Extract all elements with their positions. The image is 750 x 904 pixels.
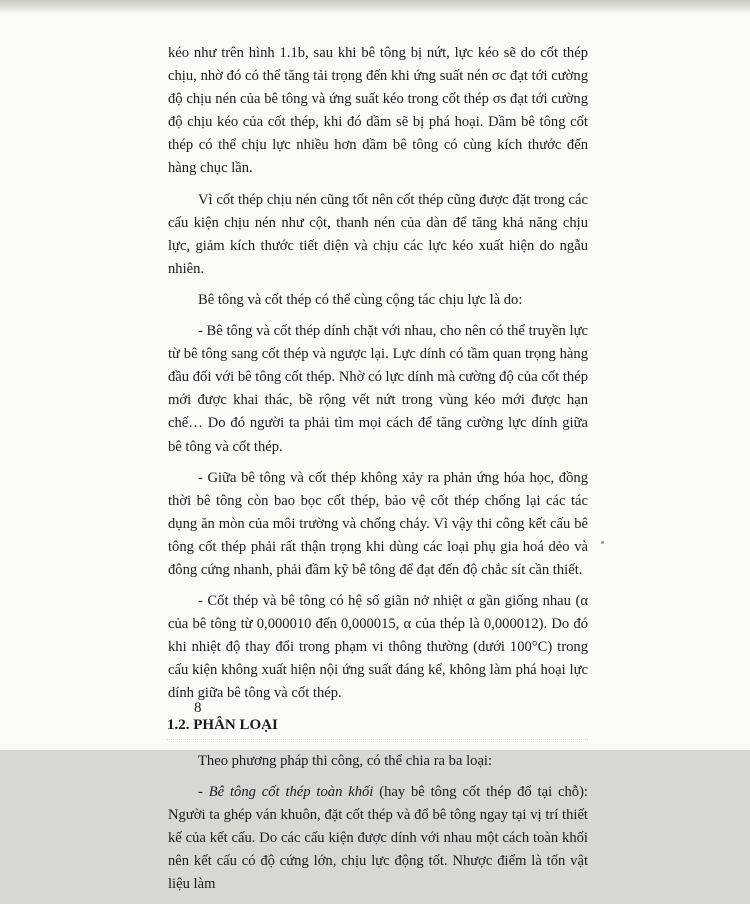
paragraph-thermal: - Cốt thép và bê tông có hệ số giãn nở nhiệt α gần giống nhau (α của bê tông từ 0,000010 đến 0,000015, α của thép là 0,000012). Do đó khi nhiệt độ thay đổi trong phạm vi thông thường (dưới 100°C) trong cấu kiện không xuất hiện nội ứng suất đáng kể, không làm phá hoại lực dính giữa bê tông và cốt thép.: [168, 593, 588, 702]
section-heading: 1.2. PHÂN LOẠI: [167, 714, 588, 740]
paragraph-continuation: kéo như trên hình 1.1b, sau khi bê tông bị nứt, lực kéo sẽ do cốt thép chịu, nhờ đó có thể tăng tải trọng đến khi ứng suất nén σc đạt tới cường độ chịu nén của bê tông và ứng suất kéo trong cốt thép σs đạt tới cường độ chịu kéo của cốt thép, khi đó dầm sẽ bị phá hoại. Dầm bê tông cốt thép có thể chịu lực nhiều hơn dầm bê tông có cùng kích thước đến hàng chục lần.: [168, 45, 588, 177]
page-top-shadow: [0, 0, 750, 14]
paper-speck: [601, 541, 604, 544]
section-intro: Theo phương pháp thi công, có thể chia ra ba loại:: [198, 752, 493, 769]
paragraph-chemical: - Giữa bê tông và cốt thép không xảy ra phản ứng hóa học, đồng thời bê tông còn bao bọc cốt thép, bảo vệ cốt thép chống lại các tác dụng ăn mòn của môi trường và chống cháy. Vì vậy thi công kết cấu bê tông cốt thép phải rất thận trọng khi dùng các loại phụ gia hoá dẻo và đông cứng nhanh, phải đầm kỹ bê tông để đạt đến độ chắc sít cần thiết.: [168, 469, 588, 578]
item-term: - Bê tông cốt thép toàn khối: [198, 783, 374, 800]
paragraph-cooperation-intro: Bê tông và cốt thép có thể cùng cộng tác chịu lực là do:: [198, 291, 523, 308]
list-item-monolithic: [168, 781, 588, 896]
item-description: (hay bê tông cốt thép đổ tại chỗ): Người ta ghép ván khuôn, đặt cốt thép và đổ bê tông ngay tại vị trí thiết kế của kết cấu. Do các cấu kiện được dính với nhau một cách toàn khối nên kết cấu có độ cứng lớn, chịu lực động tốt. Nhược điểm là tốn vật liệu làm: [168, 783, 588, 893]
paragraph-bond: - Bê tông và cốt thép dính chặt với nhau, cho nên có thể truyền lực từ bê tông sang cốt thép và ngược lại. Lực dính có tầm quan trọng hàng đầu đối với bê tông cốt thép. Nhờ có lực dính mà cường độ của cốt thép mới được khai thác, bề rộng vết nứt trong vùng kéo mới được hạn chế… Do đó người ta phải tìm mọi cách để tăng cường lực dính giữa bê tông và cốt thép.: [168, 323, 588, 455]
body-text: [168, 42, 588, 904]
page-number: 8: [194, 700, 202, 716]
paragraph-compression: Vì cốt thép chịu nén cũng tốt nên cốt thép cũng được đặt trong các cấu kiện chịu nén như cột, thanh nén của dàn để tăng khả năng chịu lực, giảm kích thước tiết diện và chịu các lực kéo xuất hiện do ngẫu nhiên.: [168, 191, 588, 277]
